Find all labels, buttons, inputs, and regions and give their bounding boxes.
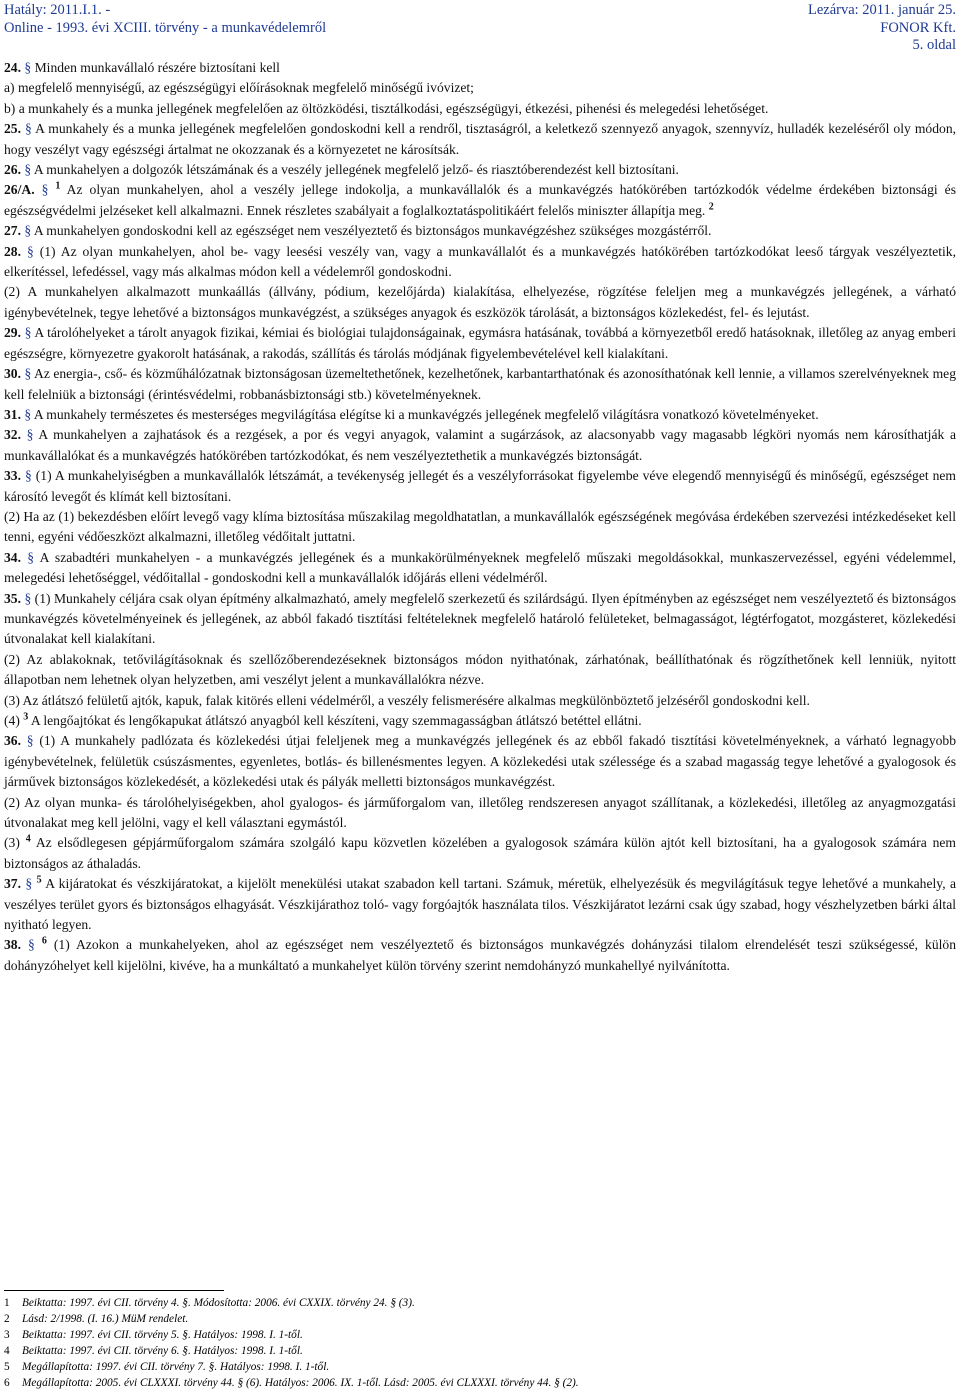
section-link[interactable]: § [24,60,35,75]
footnote-number: 5 [4,1361,10,1373]
paragraph-text: A munkahelyen a dolgozók létszámának és a veszély jellegének megfelelő jelző- és riasztóberendezést kell biztosítani. [33,162,679,178]
paragraph-text: Minden munkavállaló részére biztosítani kell [34,60,280,75]
footnote-text: Beiktatta: 1997. évi CII. törvény 4. §. Módosította: 2006. évi CXXIX. törvény 24. § (3). [22,1297,415,1309]
paragraph-text: A kijáratokat és vészkijáratokat, a kijelölt menekülési utakat szabadon kell tartani. Számuk, méretük, elhelyezésük és megvilágításuk tegye lehetővé a munkahely, a veszélyes terület gyors és biztonságos elhagyását. Vészkijárathoz toló- vagy forgóajtók használata tilos. Vészkijáratot lezárni csak úgy szabad, hogy vészhelyzetben bárki által nyitható legyen. [4,876,957,933]
document-title: Online - 1993. évi XCIII. törvény - a munkavédelemről [4,19,327,36]
section-link[interactable]: § [24,223,34,239]
paragraph-text: (1) Az olyan munkahelyen, ahol be- vagy leesési veszély van, vagy a munkavállalót és a munkavégzés hatókörében tartózkodókat leeső tárgyak veszélyeztetik, elkerítéssel, lefedéssel, vagy más alkalmas módon kell a védelemről gondoskodni. [4,243,957,280]
footnote-number: 6 [4,1377,10,1389]
paragraph [4,160,956,180]
paragraph-number: 29. [4,325,25,341]
paragraph-number: 33. [4,468,25,484]
footnote-ref[interactable]: 3 [23,711,29,723]
footnote-text: Megállapította: 1997. évi CII. törvény 7. §. Hatályos: 1998. I. 1-től. [22,1361,330,1373]
footnote-text: Beiktatta: 1997. évi CII. törvény 5. §. Hatályos: 1998. I. 1-től. [22,1329,303,1341]
paragraph-text: (1) A munkahelyiségben a munkavállalók létszámát, a tevékenység jellegét és a veszélyforrásokat figyelembe véve elegendő mennyiségű és minőségű, egészséget nem károsító levegőt és klímát kell biztosítani. [4,468,957,504]
paragraph-text: A munkahelyen gondoskodni kell az egészséget nem veszélyeztető és biztonságos munkavégzéshez szükséges mozgástérről. [33,223,712,239]
paragraph [4,589,956,650]
footnote-text: Beiktatta: 1997. évi CII. törvény 6. §. Hatályos: 1998. I. 1-től. [22,1345,303,1357]
section-link[interactable]: § [26,733,40,749]
section-link[interactable]: § [28,937,42,953]
paragraph-number: 24. [4,60,25,75]
paragraph-text: b) a munkahely és a munka jellegének megfelelően az öltözködési, tisztálkodási, egészségügyi, étkezési, pihenési és melegedési lehetőséget. [4,100,769,116]
footnote-ref[interactable]: 4 [25,833,31,845]
paragraph-text: (1) Munkahely céljára csak olyan építmény alkalmazható, amely megfelelő szerkezetű és szilárdságú. Ilyen építményben az egészséget nem veszélyeztető és biztonságos munkavégzés követelményeinek és jellegének, az abból fakadó tisztítási feltételeknek megfelelő határoló felületeket, belmagasságot, légtérfogatot, mozgásteret, közlekedési útvonalakat kell kialakítani. [4,590,956,647]
paragraph: (4) $^3$ A lengőajtókat és lengőkapukat átlátszó anyagból kell készíteni, vagy szemmagasságban átlátszó betéttel ellátni. [4,711,642,728]
paragraph-text: (1) A munkahely padlózata és közlekedési útjai feleljenek meg a munkavégzés jellegének és az ebből fakadó tisztítási követelményeknek, a várható legnagyobb igénybevételnek, felületük csúszásmentes, egyenletes, botlás- és billenésmentes legyen. A közlekedési utak szélessége és a szabad magasság tegye lehetővé a gyalogosok és járművek biztonságos közlekedését, a közlekedési utak és pályák melletti biztonságos munkavégzést. [4,733,957,790]
paragraph-text: (2) A munkahelyen alkalmazott munkaállás (állvány, pódium, kezelőjárda) kialakítása, elhelyezése, rögzítése feleljen meg a munkavégzés jellegének, a várható igénybevételnek, tegye lehetővé a biztonságos munkavégzést, a szükséges anyagok és eszközök tárolását, a biztonságos közlekedést, fel- és lejutást. [4,284,956,320]
paragraph-text: A tárolóhelyeket a tárolt anyagok fizikai, kémiai és biológiai tulajdonságainak, egymásra hatásának, továbbá a környezetből eredő hatásoknak, illetőleg az anyag emberi egészségre, környezetre gyakorolt hatásának, a rakodás, szállítás és tárolás módjának figyelembevételével kell kialakítani. [4,325,956,361]
paragraph [4,466,956,507]
section-link[interactable]: § [24,468,36,484]
footnote-item [4,1311,956,1327]
header-left [4,2,326,37]
footnote-text: Megállapította: 2005. évi CLXXXI. törvény 44. § (6). Hatályos: 2006. IX. 1-től. Lásd: 2005. évi CLXXXI. törvény 44. § (2). [22,1377,579,1389]
paragraph [4,650,956,691]
paragraph [4,731,956,792]
paragraph-number: 30. [4,366,25,382]
paragraph-number: 26. [4,162,25,178]
footnote-item [4,1327,956,1343]
footnote-ref[interactable]: 1 [55,180,61,192]
paragraph-text: A munkahelyen a zajhatások és a rezgések, a por és vegyi anyagok, valamint a sugárzások, az alacsonyabb vagy magasabb légköri nyomás nem károsíthatják a munkavállalókat és a munkavégzés hatókörében tartózkodókat, és nem veszélyeztethetik a munkavégzés biztonságát. [4,427,956,463]
section-link[interactable]: § [24,325,35,341]
paragraph [4,78,956,98]
paragraph [4,935,956,976]
paragraph [4,548,956,589]
document-body [4,58,956,976]
paragraph [4,58,956,78]
paragraph [4,793,956,834]
paragraph-text: A munkahely és a munka jellegének megfelelően gondoskodni kell a rendről, tisztaságról, a keletkező szennyező anyagok, szennyvíz, hulladék kezeléséről oly módon, hogy veszélyt vagy egészségi ártalmat ne okozzanak és a környezetet ne károsítsák. [4,121,957,157]
footnote-item [4,1295,956,1311]
section-link[interactable]: § [25,121,36,137]
section-link[interactable]: § [41,182,56,198]
footnotes [4,1290,956,1391]
paragraph-number: 31. [4,406,25,422]
publisher: FONOR Kft. [880,19,956,36]
paragraph-text: A szabadtéri munkahelyen - a munkavégzés jellegének és a munkakörülményeknek megfelelő műszaki megoldásokkal, munkaszervezéssel, egyéni védelemmel, melegedési lehetőséggel, védőitallal - gondoskodni kell a munkavállalók időjárás elleni védelméről. [4,549,956,586]
footnote-divider [4,1290,224,1291]
footnote-text: Lásd: 2/1998. (I. 16.) MüM rendelet. [22,1313,189,1325]
page-header [4,0,956,52]
footnote-item [4,1375,956,1391]
section-link[interactable]: § [24,366,34,382]
paragraph [4,507,956,548]
paragraph-number: 25. [4,121,26,137]
paragraph-text: A lengőajtókat és lengőkapukat átlátszó anyagból kell készíteni, vagy szemmagasságban átlátszó betéttel ellátni. [30,713,642,728]
validity-text: Hatály: 2011.I.1. - [4,2,111,18]
footnote-ref[interactable]: 2 [708,201,714,213]
footnote-item [4,1343,956,1359]
paragraph [4,282,956,323]
paragraph-text: Az olyan munkahelyen, ahol a veszély jellege indokolja, a munkavállalók és a munkavégzés hatókörében tartózkodók védelme érdekében biztonsági és egészségvédelmi jelzéseket kell alkalmazni. Ennek részletes szabályait a foglalkoztatáspolitikáért felelős miniszter állapítja meg. [4,182,956,218]
closed-date: Lezárva: 2011. január 25. [807,2,956,18]
paragraph-number: 38. [4,937,29,953]
paragraph-text: (1) Azokon a munkahelyeken, ahol az egészséget nem veszélyeztető és biztonságos munkavégzés dohányzási tilalom elrendelését teszi szükségessé, külön dohányzóhelyet kell kijelölni, kivéve, ha a munkáltató a munkahelyet külön törvény szerint nemdohányzó munkahellyé nyilvánította. [4,937,957,973]
footnote-number: 4 [4,1345,10,1357]
paragraph-text: (2) Az olyan munka- és tárolóhelyiségekben, ahol gyalogos- és járműforgalom van, illetőleg rendszeresen anyagot szállítanak, a közlekedési, illetőleg az anyagmozgatási útvonalakat meg kell jelölni, vagy el kell választani egymástól. [4,794,956,831]
footnote-number: 2 [4,1313,10,1325]
footnote-number: 3 [4,1329,10,1341]
paragraph-text: Az elsődlegesen gépjárműforgalom számára szolgáló kapu közvetlen közelében a gyalogosok számára külön ajtót kell biztosítani, ha a gyalogosok számára nem biztonságos az áthaladás. [4,835,956,871]
section-link[interactable]: § [24,162,34,178]
section-link[interactable]: § [26,427,39,443]
paragraph-number: 26/A. [4,182,42,198]
paragraph-text: a) megfelelő mennyiségű, az egészségügyi előírásoknak megfelelő minőségű ivóvizet; [4,80,474,96]
footnote-ref[interactable]: 6 [41,935,47,947]
paragraph [4,99,956,119]
paragraph [4,180,956,221]
section-link[interactable]: § [26,243,40,259]
paragraph-number: 34. [4,549,28,565]
footnote-number: 1 [4,1297,10,1309]
paragraph-text: (3) Az átlátszó felületű ajtók, kapuk, falak kitörés elleni védelméről, a veszély felismerésére alkalmas megkülönböztető jelzéséről gondoskodni kell. [4,692,810,708]
header-right [808,2,956,55]
paragraph-number: 36. [4,733,27,749]
paragraph-number: 35. [4,590,25,606]
paragraph [4,405,956,425]
paragraph [4,119,956,160]
paragraph: (3) $^4$ Az elsődlegesen gépjárműforgalom számára szolgáló kapu közvetlen közelében a gyalogosok számára külön ajtót kell biztosítani, ha a gyalogosok számára nem biztonságos az áthaladás. [4,833,956,871]
paragraph-number: 27. [4,223,25,239]
paragraph [4,323,956,364]
paragraph [4,221,956,241]
paragraph [4,691,956,711]
paragraph [4,364,956,405]
footnote-ref[interactable]: 5 [36,874,42,886]
paragraph [4,425,956,466]
page-number: 5. oldal [912,37,956,53]
paragraph [4,874,956,935]
section-link[interactable]: § [24,406,34,422]
paragraph-number: 32. [4,427,27,443]
section-link[interactable]: § [27,549,40,565]
paragraph [4,242,956,283]
paragraph-text: (2) Az ablakoknak, tetővilágításoknak és szellőzőberendezéseknek biztonságos módon nyithatónak, zárhatónak, beállíthatónak és rögzíthetőnek kell lenniük, nyitott állapotban nem lehetnek olyan helyzetben, ami veszélyt jelent a munkavállalókra nézve. [4,651,956,688]
section-link[interactable]: § [24,590,35,606]
paragraph-number: 37. [4,876,26,892]
paragraph-number: 28. [4,243,27,259]
section-link[interactable]: § [25,876,37,892]
paragraph-text: Az energia-, cső- és közműhálózatnak biztonságosan üzemeltethetőnek, kezelhetőnek, karbantarthatónak és azonosíthatónak kell lennie, a villamos szerelvényeknek meg kell felelniük a biztonsági (érintésvédelmi, robbanásbiztonsági stb.) követelményeknek. [4,366,956,402]
paragraph-text: (2) Ha az (1) bekezdésben előírt levegő vagy klíma biztosítása műszakilag megoldhatatlan, a munkavállalók egészségének megóvása érdekében szervezési intézkedéseket kell tenni, egyéni védőeszközt alkalmazni, illetőleg védőitalt juttatni. [4,508,956,545]
paragraph-text: A munkahely természetes és mesterséges megvilágítása elégítse ki a munkavégzés jellegének megfelelő világításra vonatkozó követelményeket. [33,406,819,422]
footnote-item [4,1359,956,1375]
